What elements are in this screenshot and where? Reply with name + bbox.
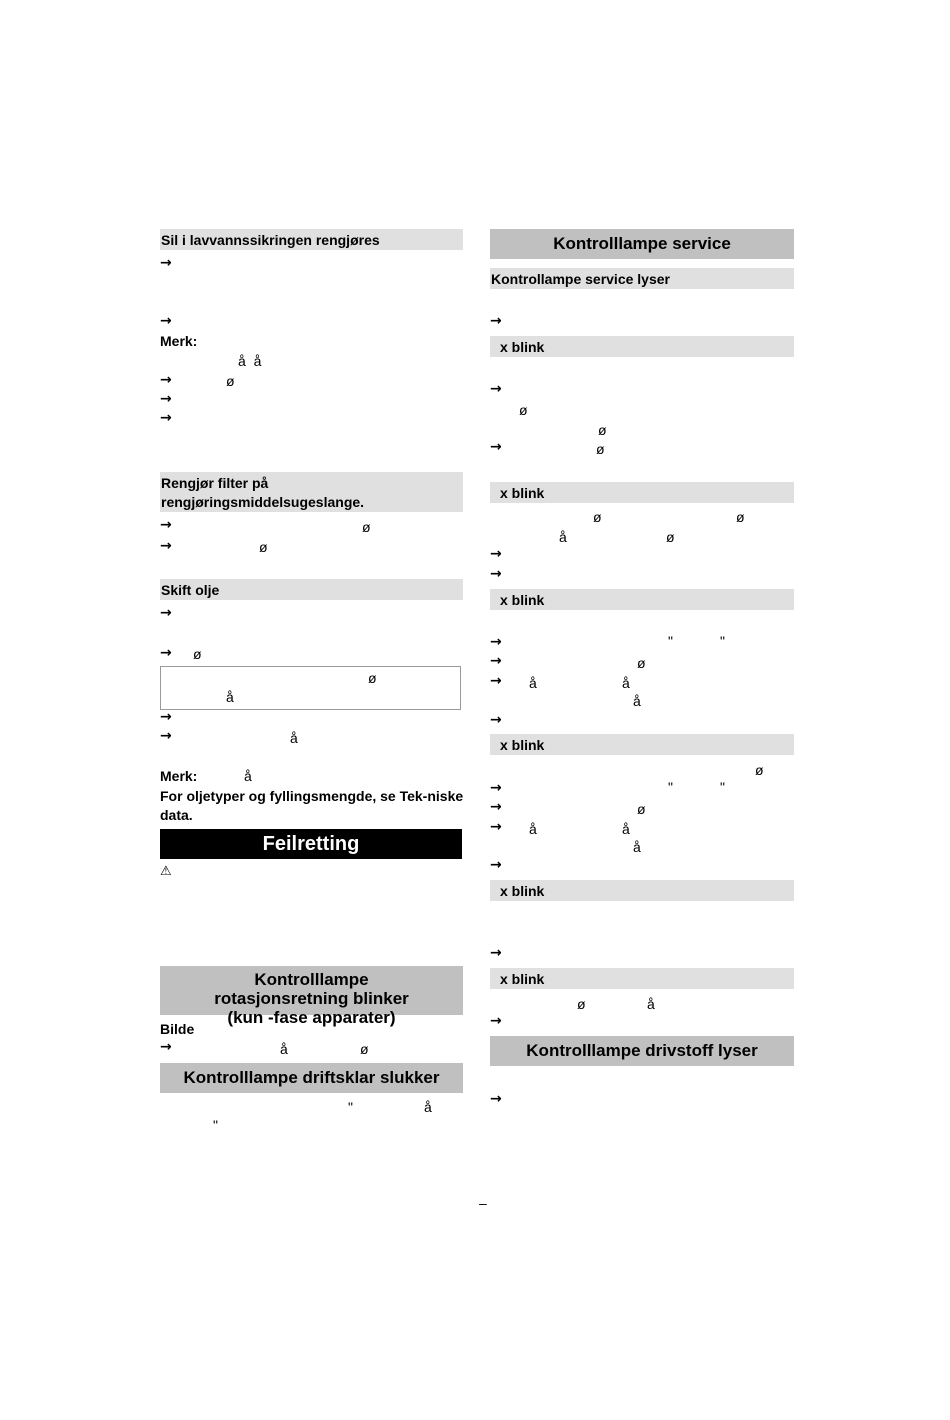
text-fragment: ø — [637, 801, 646, 817]
text-fragment: ø — [362, 519, 371, 535]
text-fragment: å — [529, 675, 537, 691]
text-fragment: " — [720, 779, 725, 795]
arrow-icon: → — [160, 255, 172, 271]
arrow-icon: → — [490, 381, 502, 397]
arrow-icon: → — [490, 546, 502, 562]
text-fragment: å — [424, 1099, 432, 1115]
text-fragment: ø — [666, 529, 675, 545]
arrow-icon: → — [160, 391, 172, 407]
arrow-icon: → — [490, 439, 502, 455]
page-number-mark: – — [479, 1195, 487, 1211]
text-fragment: å å — [238, 353, 262, 369]
subheading-x-blink: x blink — [490, 589, 794, 610]
note-label: Merk: — [160, 333, 198, 349]
text-fragment: ø — [519, 402, 528, 418]
arrow-icon: → — [160, 313, 172, 329]
arrow-icon: → — [160, 728, 172, 744]
subheading-x-blink: x blink — [490, 968, 794, 989]
arrow-icon: → — [490, 857, 502, 873]
section-heading-rengjor: Rengjør filter på rengjøringsmiddelsugeslange. — [160, 472, 463, 512]
arrow-icon: → — [490, 799, 502, 815]
subheading-x-blink: x blink — [490, 880, 794, 901]
arrow-icon: → — [490, 1013, 502, 1029]
subheading-x-blink: x blink — [490, 336, 794, 357]
text-fragment: " — [668, 633, 673, 649]
section-heading-sil: Sil i lavvannssikringen rengjøres — [160, 229, 463, 250]
oil-note: For oljetyper og fyllingsmengde, se Tek-niske data. — [160, 788, 464, 823]
text-fragment: ø — [259, 539, 268, 555]
arrow-icon: → — [160, 1039, 172, 1055]
warning-icon: ⚠ — [160, 864, 172, 879]
text-fragment: å — [226, 689, 234, 705]
text-fragment: å — [633, 839, 641, 855]
text-fragment: ø — [368, 670, 377, 686]
note-label: Merk: — [160, 768, 198, 784]
text-fragment: " — [348, 1099, 353, 1115]
text-fragment: å — [529, 821, 537, 837]
text-fragment: å — [280, 1041, 288, 1057]
arrow-icon: → — [160, 410, 172, 426]
text-fragment: å — [622, 675, 630, 691]
arrow-icon: → — [160, 538, 172, 554]
text-fragment: ø — [598, 422, 607, 438]
arrow-icon: → — [490, 945, 502, 961]
section-heading-driftsklar: Kontrolllampe driftsklar slukker — [160, 1063, 463, 1093]
arrow-icon: → — [160, 605, 172, 621]
text-fragment: ø — [755, 762, 764, 778]
arrow-icon: → — [490, 1091, 502, 1107]
arrow-icon: → — [160, 517, 172, 533]
arrow-icon: → — [490, 313, 502, 329]
section-heading-skift-olje: Skift olje — [160, 579, 463, 600]
text-fragment: ø — [593, 509, 602, 525]
text-fragment: å — [647, 996, 655, 1012]
text-fragment: å — [244, 768, 252, 784]
arrow-icon: → — [490, 712, 502, 728]
subheading-x-blink: x blink — [490, 734, 794, 755]
text-fragment: å — [290, 730, 298, 746]
arrow-icon: → — [160, 709, 172, 725]
text-fragment: ø — [193, 646, 202, 662]
subheading-service-lyser: Kontrollampe service lyser — [490, 268, 794, 289]
text-fragment: " — [213, 1117, 218, 1133]
text-fragment: " — [668, 779, 673, 795]
section-heading-drivstoff: Kontrolllampe drivstoff lyser — [490, 1036, 794, 1066]
section-heading-rotasjon: Kontrolllampe rotasjonsretning blinker (kun -fase apparater) — [160, 966, 463, 1015]
arrow-icon: → — [160, 372, 172, 388]
text-fragment: å — [559, 529, 567, 545]
arrow-icon: → — [490, 566, 502, 582]
arrow-icon: → — [490, 653, 502, 669]
arrow-icon: → — [490, 673, 502, 689]
arrow-icon: → — [160, 645, 172, 661]
text-fragment: ø — [577, 996, 586, 1012]
text-fragment: ø — [596, 441, 605, 457]
arrow-icon: → — [490, 634, 502, 650]
feilretting-heading: Feilretting — [160, 829, 462, 859]
text-fragment: ø — [226, 373, 235, 389]
text-fragment: " — [720, 633, 725, 649]
arrow-icon: → — [490, 780, 502, 796]
note-box — [160, 666, 461, 710]
subheading-x-blink: x blink — [490, 482, 794, 503]
text-fragment: ø — [360, 1041, 369, 1057]
text-fragment: å — [622, 821, 630, 837]
figure-label: Bilde — [160, 1021, 195, 1037]
arrow-icon: → — [490, 819, 502, 835]
text-fragment: ø — [736, 509, 745, 525]
text-fragment: å — [633, 693, 641, 709]
section-heading-service: Kontrolllampe service — [490, 229, 794, 259]
text-fragment: ø — [637, 655, 646, 671]
